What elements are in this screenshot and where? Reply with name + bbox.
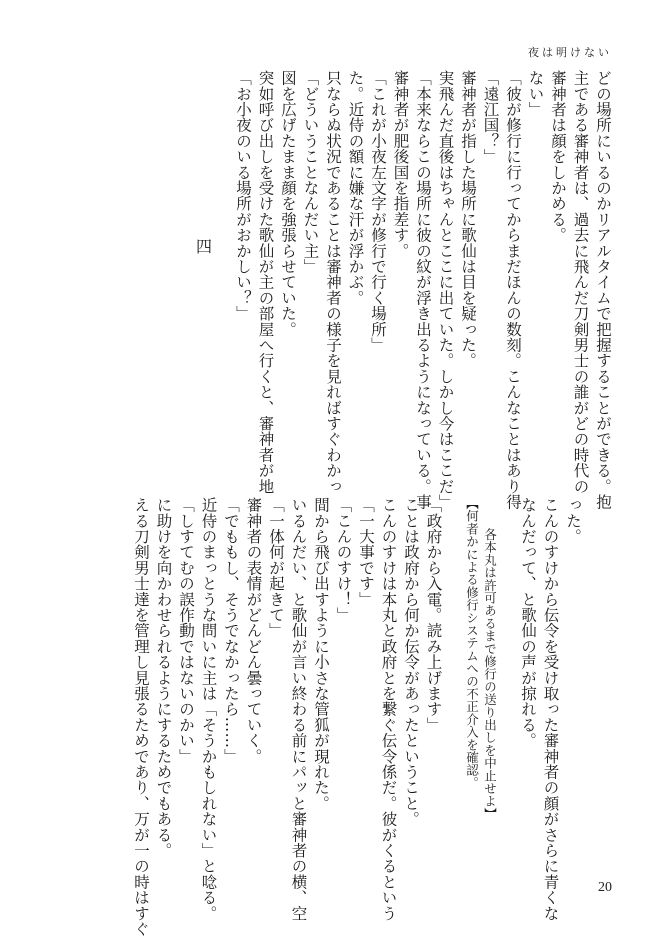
text-line: 「本来ならこの場所に彼の紋が浮き出るようになっている。事 (414, 70, 432, 510)
text-line: こんのすけは本丸と政府とを繋ぐ伝令係だ。彼がくるという (379, 497, 398, 921)
text-line: 「お小夜のいる場所がおかしい？」 (234, 70, 252, 322)
text-line: いるんだい、と歌仙が言い終わる前にパッと審神者の横、空 (289, 497, 308, 921)
text-line: 「これが小夜左文字が修行で行く場所」 (369, 70, 387, 353)
text-line: こんのすけから伝令を受け取った審神者の顔がさらに青くな (541, 497, 560, 921)
text-line: 「どういうことなんだい主」 (301, 70, 320, 275)
running-head: 夜は明けない (528, 46, 612, 59)
spacer (214, 70, 232, 474)
chapter-number: 四 (193, 238, 213, 255)
text-line: 審神者の表情がどんどん曇っていく。 (244, 497, 263, 764)
text-line: 只ならぬ状況であることは審神者の様子を見ればすぐわかっ (324, 70, 342, 494)
text-line: った。 (564, 497, 582, 545)
text-line: 間から飛び出すように小さな管狐が現れた。 (312, 497, 330, 811)
text-line: なんだって、と歌仙の声が掠れる。 (519, 497, 537, 749)
top-text-column (94, 70, 614, 510)
notice-line: 【何者かによる修行システムへの不正介入を確認。 (464, 497, 480, 790)
text-line: 「一大事です」 (357, 497, 375, 607)
text-line: 「こんのすけ！」 (334, 497, 353, 623)
text-line: 「一体何が起きて」 (267, 497, 285, 639)
text-line: 主である審神者は、過去に飛んだ刀剣男士の誰がどの時代の (571, 70, 590, 494)
text-line: 近侍のまっとうな問いに主は「そうかもしれない」と唸る。 (199, 497, 218, 921)
text-line: 審神者が指した場所に歌仙は目を疑った。 (459, 70, 477, 369)
text-line: 審神者は顔をしかめる。 (549, 70, 567, 243)
spacer (445, 497, 463, 892)
text-line: える刀剣男士達を管理し見張るためであり、万が一の時はすぐ (132, 497, 150, 937)
text-line: 「でももし、そうでなかったら……」 (222, 497, 240, 764)
spacer (499, 497, 517, 892)
notice-line: 各本丸は許可あるまで修行の送り出しを中止せよ】 (482, 528, 498, 821)
text-line: 突如呼び出しを受けた歌仙が主の部屋へ行くと、審神者が地 (256, 70, 275, 494)
text-line: 審神者が肥後国を指差す。 (391, 70, 410, 259)
text-line: に助けを向かわせられるようにするためでもある。 (154, 497, 173, 859)
text-line: ことは政府から何か伝令があったということ。 (402, 497, 420, 827)
text-line: 実飛んだ直後はちゃんとここに出ていた。しかし今はここだ」 (436, 70, 455, 510)
text-line: 「政府から入電。読み上げます」 (424, 497, 443, 733)
page-number: 20 (598, 880, 612, 895)
bottom-text-column (84, 497, 584, 937)
text-line: た。近侍の額に嫌な汗が浮かぶ。 (346, 70, 365, 306)
text-line: 図を広げたまま顔を強張らせていた。 (279, 70, 297, 337)
text-line: 「しすてむの誤作動ではないのかい」 (177, 497, 195, 764)
text-line: 「遠江国？」 (481, 70, 500, 165)
text-line: どの場所にいるのかリアルタイムで把握することができる。抱 (594, 70, 612, 510)
text-line: ない」 (526, 70, 545, 118)
text-line: 「彼が修行に行ってからまだほんの数刻。こんなことはあり得 (504, 70, 522, 510)
